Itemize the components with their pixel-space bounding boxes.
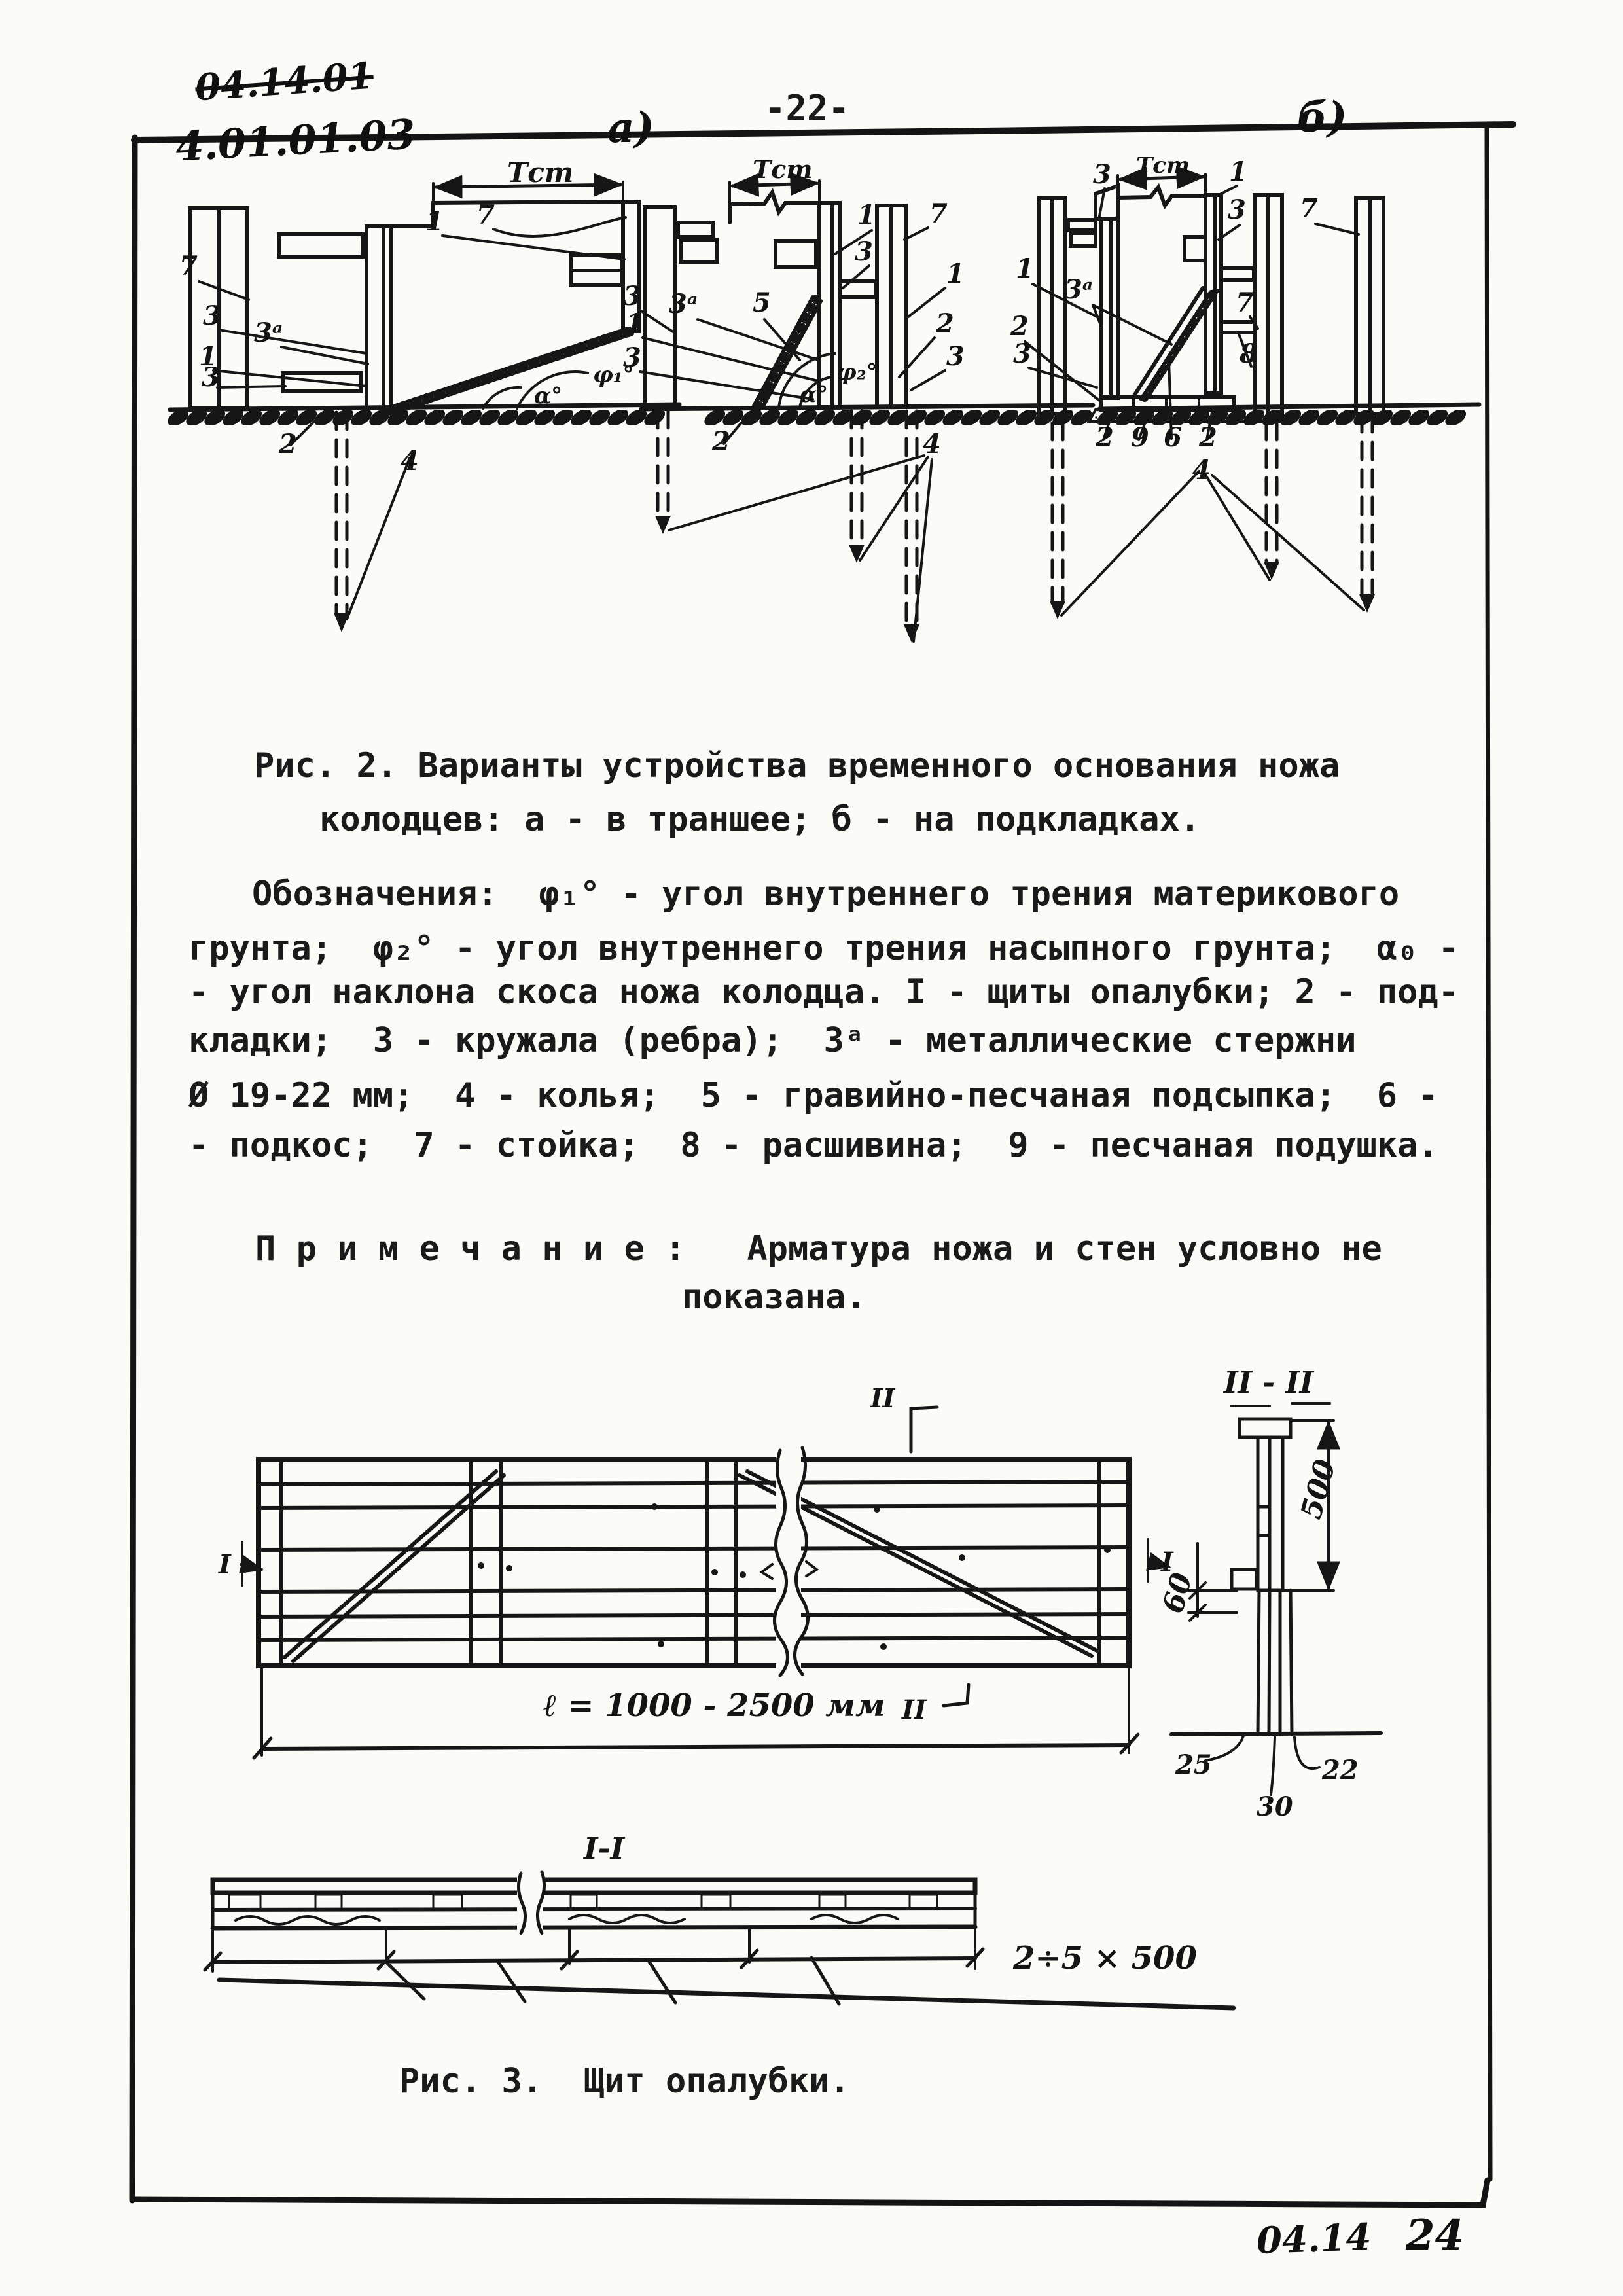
callout: 2 [1096, 422, 1114, 453]
callout: 3ᵃ [669, 289, 698, 319]
callout: 1 [199, 341, 217, 372]
callout: 2 [936, 308, 954, 339]
note-line1: П р и м е ч а н и е : Арматура ножа и стен условно не [255, 1229, 1382, 1268]
figure3-drawings [151, 1342, 1499, 2108]
callout: 2 [279, 429, 297, 459]
angle-alpha-b: α° [800, 382, 829, 408]
section-mark-ii-bottom: II [902, 1695, 927, 1725]
callout: 2 [1010, 311, 1029, 342]
callout: 1 [425, 206, 444, 237]
callout: 7 [1300, 193, 1318, 224]
angle-phi2: φ₂° [836, 359, 878, 386]
callout: 3 [1013, 338, 1031, 369]
callout: 1 [946, 259, 965, 289]
legend-line3: - угол наклона скоса ножа колодца. I - щиты опалубки; 2 - под- [188, 973, 1459, 1012]
stamp-top-crossed: 04.14.01 [194, 54, 375, 110]
callout: 4 [401, 446, 419, 476]
callout: 4 [1192, 455, 1211, 486]
callout: 1 [1229, 157, 1247, 187]
legend-line2: грунта; φ₂° - угол внутреннего трения насыпного грунта; α₀ - [188, 929, 1459, 968]
callout: 3 [623, 281, 641, 312]
stamp-bottom-code: 04.14 [1255, 2215, 1372, 2263]
dim-22: 22 [1322, 1755, 1359, 1785]
callout: 1 [857, 200, 876, 230]
dim-25: 25 [1175, 1749, 1212, 1780]
callout: 7 [179, 251, 198, 281]
callout: 3 [203, 300, 221, 331]
callout: 3 [946, 341, 965, 372]
callout: 7 [476, 200, 495, 230]
callout: 5 [753, 287, 771, 318]
dim-tst-b: Тст [753, 157, 813, 184]
dim-tst-c: Тст [1136, 157, 1190, 179]
callout: 1 [1016, 253, 1034, 284]
frame-left [132, 137, 135, 2200]
figure2-drawings [151, 157, 1499, 700]
figure2-label-a: а) [607, 103, 654, 152]
panel-length-dim: ℓ = 1000 - 2500 мм [543, 1687, 885, 1724]
legend-line6: - подкос; 7 - стойка; 8 - расшивина; 9 - песчаная подушка. [188, 1126, 1438, 1165]
callout: 6 [1164, 422, 1182, 453]
figure3-caption: Рис. 3. Щит опалубки. [399, 2062, 850, 2101]
callout: 3 [1093, 159, 1111, 190]
section-ii-title: II - II [1224, 1365, 1314, 1400]
page-number: -22- [764, 88, 850, 129]
callout: 3 [623, 342, 641, 373]
fig2-drawing-c [1025, 174, 1383, 619]
callout: 9 [1131, 422, 1149, 453]
callout: 7 [929, 198, 948, 229]
section-i-title: I-I [584, 1831, 625, 1866]
frame-bottom [133, 2180, 1488, 2205]
callout: 2 [712, 426, 730, 457]
callout: 7 [1236, 287, 1254, 318]
figure2-label-b: б) [1297, 93, 1347, 142]
callout: 4 [923, 429, 941, 459]
callout: 2 [1199, 422, 1217, 453]
section-mark-i-right: I [1161, 1547, 1173, 1577]
stamp-top: 4.01.01.03 [174, 110, 417, 171]
angle-alpha-a: α° [534, 383, 563, 409]
dim-30: 30 [1257, 1791, 1293, 1822]
angle-phi1: φ₁° [593, 362, 634, 388]
fig3-section-ii [1171, 1403, 1381, 1795]
callout: 3ᵃ [1064, 274, 1094, 305]
callout: 3 [855, 236, 873, 267]
callout: 1 [626, 308, 644, 339]
dim-60: 60 [1156, 1569, 1200, 1617]
callout: 3 [202, 362, 220, 393]
stamp-bottom-page: 24 [1406, 2211, 1465, 2260]
legend-line4: кладки; 3 - кружала (ребра); 3ᵃ - металлические стержни [188, 1021, 1357, 1060]
figure2-caption-line1: Рис. 2. Варианты устройства временного основания ножа [254, 746, 1340, 785]
legend-line5: Ø 19-22 мм; 4 - колья; 5 - гравийно-песчаная подсыпка; 6 - [188, 1076, 1438, 1115]
section-mark-ii-top: II [870, 1383, 895, 1414]
dim-tst-a: Тст [507, 157, 574, 188]
callout: 8 [1240, 338, 1258, 369]
figure2-caption-line2: колодцев: а - в траншее; б - на подкладках. [319, 800, 1201, 839]
dim-spacing: 2÷5 × 500 [1013, 1940, 1197, 1977]
note-line2: показана. [682, 1278, 866, 1317]
dim-500: 500 [1294, 1456, 1343, 1523]
callout: 3 [1228, 194, 1246, 225]
section-mark-i-left: I [219, 1549, 231, 1580]
legend-line1: Обозначения: φ₁° - угол внутреннего трения материкового [252, 874, 1400, 914]
callout: 3ᵃ [254, 317, 283, 348]
